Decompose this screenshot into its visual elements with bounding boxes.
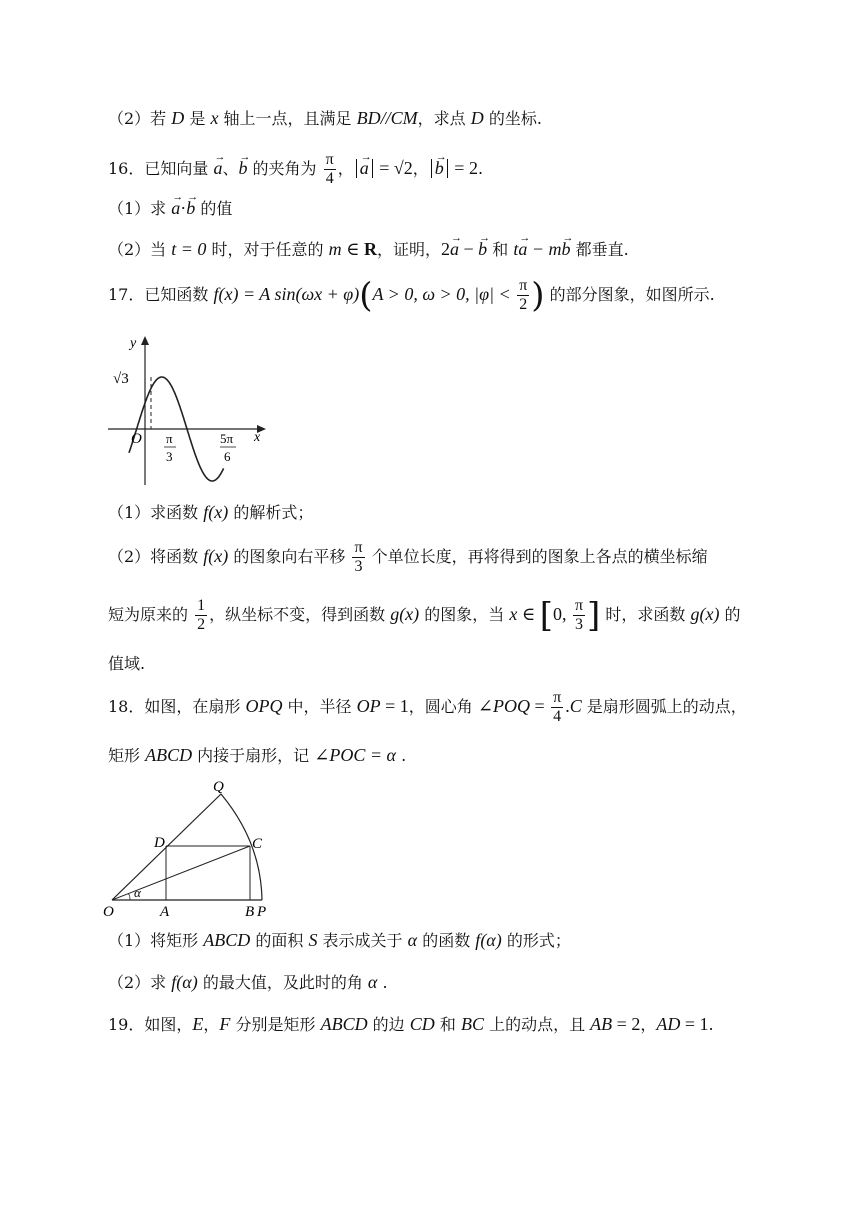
- q17-part1: （1）求函数 f(x) 的解析式；: [108, 502, 314, 522]
- tick-pi3-num: π: [166, 431, 173, 446]
- q16-part2: （2）当 t = 0 时，对于任意的 m ∈ R，证明，2→ a − → b 和 t→ a − m→ b 都垂直.: [108, 237, 629, 262]
- y-axis-label: y: [130, 336, 137, 351]
- q19-stem: 19．如图，E，F 分别是矩形 ABCD 的边 CD 和 BC 上的动点，且 AB = 2，AD = 1.: [108, 1014, 714, 1034]
- q18-part2: （2）求 f(α) 的最大值，及此时的角 α .: [108, 972, 388, 992]
- label-alpha: α: [134, 885, 141, 900]
- q18-part1: （1）将矩形 ABCD 的面积 S 表示成关于 α 的函数 f(α) 的形式；: [108, 930, 571, 950]
- origin-label: O: [131, 431, 142, 447]
- q15-part2: （2）若 D 是 x 轴上一点，且满足 BD//CM，求点 D 的坐标.: [108, 108, 542, 128]
- label-a: A: [160, 904, 170, 920]
- tick-5pi6-num: 5π: [220, 431, 234, 446]
- q18-stem-line2: 矩形 ABCD 内接于扇形，记 ∠POC = α .: [108, 745, 407, 765]
- label-d: D: [154, 835, 165, 851]
- q17-part2-line3: 值域.: [108, 654, 146, 673]
- tick-5pi6-den: 6: [224, 449, 231, 464]
- q17-part2-line2: 短为原来的 $\frac{1}{2}$ ，纵坐标不变，得到函数 g(x) 的图象，当 x ∈ [0, $\frac{\pi}{3}$ ] 时，求函数 g(x) 的: [108, 595, 741, 636]
- q17-stem: 17．已知函数 f(x) = A sin(ωx + φ)(A > 0, ω > 0, |φ| < $\frac{\pi}{2}$ ) 的部分图象，如图所示.: [108, 275, 715, 316]
- sine-graph: [100, 330, 280, 490]
- label-p: P: [257, 904, 267, 920]
- label-q: Q: [213, 779, 224, 795]
- sector-figure: [100, 776, 280, 921]
- segment-oc: [112, 846, 250, 900]
- label-o: O: [103, 904, 114, 920]
- q16-stem: 16．已知向量 → a、→ b 的夹角为 $\frac{\pi}{4}$ ，→ a = √2，→ b = 2.: [108, 148, 483, 189]
- q16-part1: （1）求 → a·→ b 的值: [108, 196, 232, 221]
- label-b: B: [245, 904, 255, 920]
- label-c: C: [252, 836, 263, 852]
- y-axis-arrow: [141, 336, 149, 345]
- ymax-label: √3: [113, 371, 129, 387]
- tick-pi3-den: 3: [166, 449, 173, 464]
- x-axis-label: x: [254, 430, 261, 445]
- q18-stem-line1: 18．如图，在扇形 OPQ 中，半径 OP = 1，圆心角 ∠POQ = $\frac{\pi}{4}$ .C 是扇形圆弧上的动点，: [108, 689, 747, 725]
- q17-part2-line1: （2）将函数 f(x) 的图象向右平移 $\frac{\pi}{3}$ 个单位长度，再将得到的图象上各点的横坐标缩: [108, 539, 708, 575]
- alpha-arc: [128, 894, 130, 900]
